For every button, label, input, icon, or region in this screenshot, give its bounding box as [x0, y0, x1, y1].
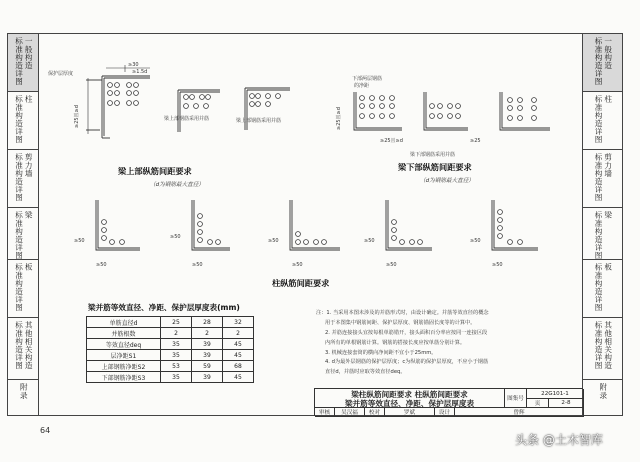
table-row — [87, 328, 254, 339]
dim-15d: ≥1.5d — [132, 69, 148, 75]
table-cell: 45 — [223, 339, 254, 350]
table-row-label: 单筋直径d — [87, 317, 161, 328]
col-dim-5: ≥50 — [268, 238, 279, 244]
beam-top-bar-diagram — [40, 60, 310, 170]
right-tab-appendix[interactable]: 附录 — [598, 383, 608, 400]
table-row — [87, 361, 254, 372]
table-cell: 45 — [223, 372, 254, 383]
beam-top-bars-3 — [250, 94, 281, 107]
col-dim-8: ≥50 — [386, 262, 397, 268]
column-bars — [102, 210, 523, 245]
atlas-label: 图集号 — [505, 389, 527, 408]
dim-spacing-bottom: ≥25且≥d — [380, 138, 403, 144]
note-line-0: 注：1. 当采用本图未涉及的并筋形式时，由设计确定。并筋等效直径的概念 — [316, 310, 489, 316]
right-tab-beam[interactable]: 梁 标准构造详图 — [583, 208, 622, 260]
fig1-title: 梁上部纵筋间距要求 — [118, 166, 192, 176]
table-cell: 45 — [223, 350, 254, 361]
table-row-label: 层净距S1 — [87, 350, 161, 361]
fig2-title: 梁下部纵筋间距要求 — [398, 162, 472, 172]
col-dim-3: ≥50 — [170, 234, 181, 240]
left-tab-general[interactable]: 一般构造 标准构造详图 — [8, 34, 38, 92]
table-cell: 2 — [161, 328, 192, 339]
cover-label: 保护层厚度 — [48, 71, 74, 77]
fig3-title: 柱纵筋间距要求 — [272, 278, 330, 288]
right-tab-general[interactable]: 一般构造 标准构造详图 — [583, 34, 622, 92]
left-tab-appendix[interactable]: 附录 — [19, 383, 29, 400]
col-dim-4: ≥50 — [192, 262, 203, 268]
beam-bottom-section-3 — [500, 92, 550, 130]
right-tab-slab[interactable]: 板 标准构造详图 — [583, 260, 622, 318]
note-line-1: 用于本图集中钢筋间距、保护层厚度、钢筋锚固长度等的计算中。 — [325, 319, 476, 326]
table-cell: 53 — [161, 361, 192, 372]
note-line-6: 直径d，并筋时应取等效直径deq。 — [325, 369, 406, 376]
beam-top-bars-2 — [184, 95, 211, 109]
table-title: 梁并筋等效直径、净距、保护层厚度表(mm) — [88, 303, 240, 312]
table-cell: 35 — [161, 339, 192, 350]
table-row — [87, 339, 254, 350]
table-cell: 35 — [161, 372, 192, 383]
col-dim-2: ≥50 — [96, 262, 107, 268]
left-tab-other[interactable]: 其他相关构造 标准构造详图 — [8, 318, 38, 380]
title-block — [314, 388, 583, 416]
beam-bottom-bars-3 — [508, 98, 537, 121]
note-line-3: 内所有的单根钢筋计算。钢筋的搭接长度应按单筋分别计算。 — [325, 339, 466, 346]
fig1-note: （d为钢筋最大直径） — [150, 182, 204, 188]
table-cell: 25 — [161, 317, 192, 328]
table-cell: 35 — [161, 350, 192, 361]
table-cell: 39 — [192, 350, 223, 361]
left-tab-shear-wall[interactable]: 剪力墙 标准构造详图 — [8, 150, 38, 208]
dim-vertical-top: ≥25且≥d — [74, 105, 80, 128]
spec-table — [86, 316, 254, 383]
beam-bottom-bars-2 — [430, 104, 461, 119]
table-cell: 39 — [192, 372, 223, 383]
table-row — [87, 350, 254, 361]
table-cell: 68 — [223, 361, 254, 372]
caption-b: 梁上部钢筋采用并筋 — [236, 118, 282, 124]
watermark: 头条 @土木智库 — [515, 433, 603, 447]
dim-vertical-bottom: ≥25且≥d — [336, 107, 342, 130]
beam-bottom-bar-diagram — [320, 72, 580, 162]
col-dim-1: ≥50 — [74, 238, 85, 244]
atlas-number: 22G101-1 — [527, 389, 584, 399]
checker-name: 罗斌 — [385, 408, 435, 417]
review-label: 审核 — [315, 408, 335, 417]
right-index-strip — [583, 33, 623, 416]
beam-top-bars-1 — [108, 83, 139, 106]
table-row-label: 等效直径deq — [87, 339, 161, 350]
right-tab-column[interactable]: 柱 标准构造详图 — [583, 92, 622, 150]
page-label: 页 — [527, 399, 549, 408]
right-tab-shear-wall[interactable]: 剪力墙 标准构造详图 — [583, 150, 622, 208]
left-tab-beam[interactable]: 梁 标准构造详图 — [8, 208, 38, 260]
left-index-strip — [7, 33, 38, 416]
table-row — [87, 317, 254, 328]
designer-name: 曾辉 — [455, 408, 584, 417]
table-cell: 2 — [192, 328, 223, 339]
notes-block — [316, 309, 578, 378]
right-tab-other[interactable]: 其他相关构造 标准构造详图 — [583, 318, 622, 380]
table-cell: 2 — [223, 328, 254, 339]
design-label: 设计 — [435, 408, 455, 417]
reviewer-name: 吴汉福 — [335, 408, 365, 417]
table-cell: 59 — [192, 361, 223, 372]
check-label: 校对 — [365, 408, 385, 417]
col-dim-9: ≥50 — [470, 238, 481, 244]
col-dim-10: ≥50 — [492, 262, 503, 268]
table-row — [87, 372, 254, 383]
column-bar-diagram — [60, 192, 560, 272]
table-cell: 28 — [192, 317, 223, 328]
sheet-title: 梁柱纵筋间距要求 柱纵筋间距要求 梁并筋等效直径、净距、保护层厚度表 — [315, 389, 505, 408]
table-cell: 39 — [192, 339, 223, 350]
beam-bottom-bars-1 — [360, 96, 395, 119]
col-dim-7: ≥50 — [364, 238, 375, 244]
bottom-two-layer-label-2: 的净距 — [354, 83, 370, 89]
dim-25: ≥25 — [470, 138, 481, 144]
dim-30: ≥30 — [128, 62, 139, 68]
left-tab-column[interactable]: 柱 标准构造详图 — [8, 92, 38, 150]
beam-bottom-section-2 — [424, 92, 468, 130]
note-line-5: 4. d为最外层钢筋的保护层厚度；c为纵筋的保护层厚度，不应小于钢筋 — [325, 359, 489, 366]
table-row-label: 下部钢筋净距S3 — [87, 372, 161, 383]
note-line-4: 3. 机械连接套筒的横向净间距不宜小于25mm。 — [325, 349, 437, 356]
bottom-two-layer-label: 下部两层钢筋 — [352, 76, 383, 82]
left-tab-slab[interactable]: 板 标准构造详图 — [8, 260, 38, 318]
note-line-2: 2. 并筋连接接头宜按每根单筋错开，接头面积百分率应按同一连接区段 — [325, 329, 488, 336]
fig2-caption: 梁下部钢筋采用并筋 — [410, 152, 456, 158]
table-row-label: 并筋根数 — [87, 328, 161, 339]
fig2-note: （d为钢筋最大直径） — [420, 178, 474, 184]
table-cell: 32 — [223, 317, 254, 328]
table-row-label: 上部钢筋净距S2 — [87, 361, 161, 372]
sheet-page-number: 2-8 — [549, 399, 584, 408]
col-dim-6: ≥50 — [292, 262, 303, 268]
caption-a: 梁上部钢筋采用并筋 — [164, 116, 210, 122]
page-number: 64 — [40, 426, 51, 435]
